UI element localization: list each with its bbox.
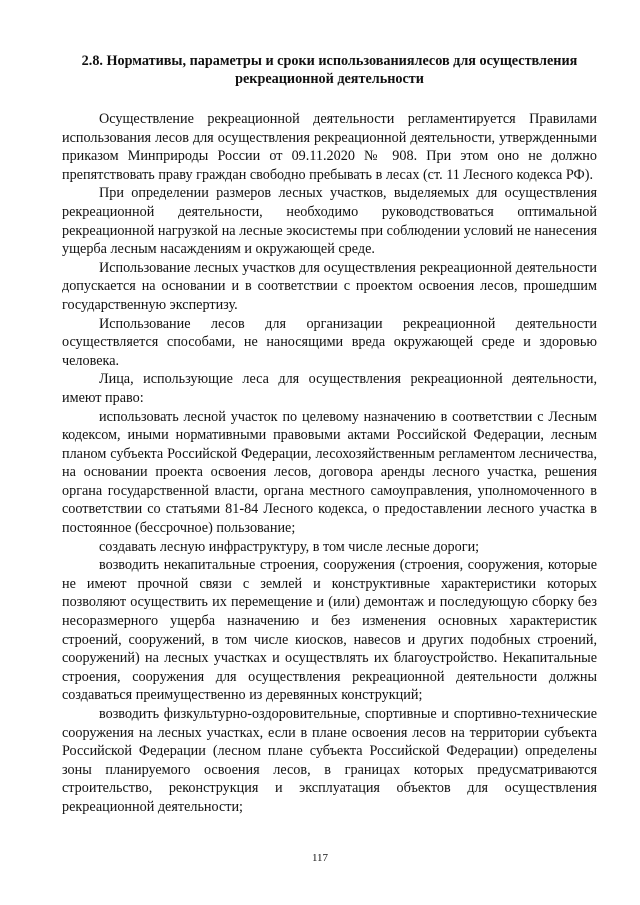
document-page [62, 52, 597, 817]
body-text [62, 110, 597, 817]
paragraph: создавать лесную инфраструктуру, в том числе лесные дороги; [99, 538, 480, 555]
paragraph: Осуществление рекреационной деятельности регламентируется Правилами использования лесов для осуществления рекреационной деятельности, утвержденными приказом Минприроды России от 09.11.2020 № 908. При этом оно не должно препятствовать праву граждан свободно пребывать в лесах (ст. 11 Лесного кодекса РФ). [62, 111, 597, 183]
section-heading: 2.8. Нормативы, параметры и сроки использованиялесов для осуществления рекреационной деятельности [81, 53, 578, 87]
paragraph: Использование лесов для организации рекреационной деятельности осуществляется способами, не наносящими вреда окружающей среде и здоровью человека. [62, 315, 597, 369]
paragraph: возводить физкультурно-оздоровительные, спортивные и спортивно-технические сооружения на лесных участках, если в плане освоения лесов на территории субъекта Российской Федерации (лесном плане субъекта Российской Федерации) определены зоны планируемого освоения лесов, в границах которых предусматриваются строительство, реконструкция и эксплуатация объектов для осуществления рекреационной деятельности; [62, 706, 597, 815]
paragraph: возводить некапитальные строения, сооружения (строения, сооружения, которые не имеют прочной связи с землей и конструктивные характеристики которых позволяют осуществить их перемещение и (или) демонтаж и последующую сборку без несоразмерного ущерба назначению и без изменения основных характеристик строений, сооружений, в том числе киосков, навесов и других подобных строений, сооружений) на лесных участках и осуществлять их благоустройство. Некапитальные строения, сооружения для осуществления рекреационной деятельности должны создаваться преимущественно из деревянных конструкций; [62, 557, 597, 704]
paragraph: При определении размеров лесных участков, выделяемых для осуществления рекреационной деятельности, необходимо руководствоваться оптимальной рекреационной нагрузкой на лесные экосистемы при соблюдении условий не нанесения ущерба лесным насаждениям и окружающей среде. [62, 185, 597, 258]
paragraph: Использование лесных участков для осуществления рекреационной деятельности допускается на основании и в соответствии с проектом освоения лесов, прошедшим государственную экспертизу. [62, 259, 597, 313]
page-number: 117 [311, 852, 329, 864]
paragraph: использовать лесной участок по целевому назначению в соответствии с Лесным кодексом, иными нормативными правовыми актами Российской Федерации, лесным планом субъекта Российской Федерации, лесохозяйственным регламентом лесничества, на основании проекта освоения лесов, договора аренды лесного участка, решения органа государственной власти, органа местного самоуправления, уполномоченного в соответствии со статьями 81-84 Лесного кодекса, о предоставлении лесного участка в постоянное (бессрочное) пользование; [62, 408, 597, 537]
paragraph: Лица, использующие леса для осуществления рекреационной деятельности, имеют право: [62, 371, 597, 406]
